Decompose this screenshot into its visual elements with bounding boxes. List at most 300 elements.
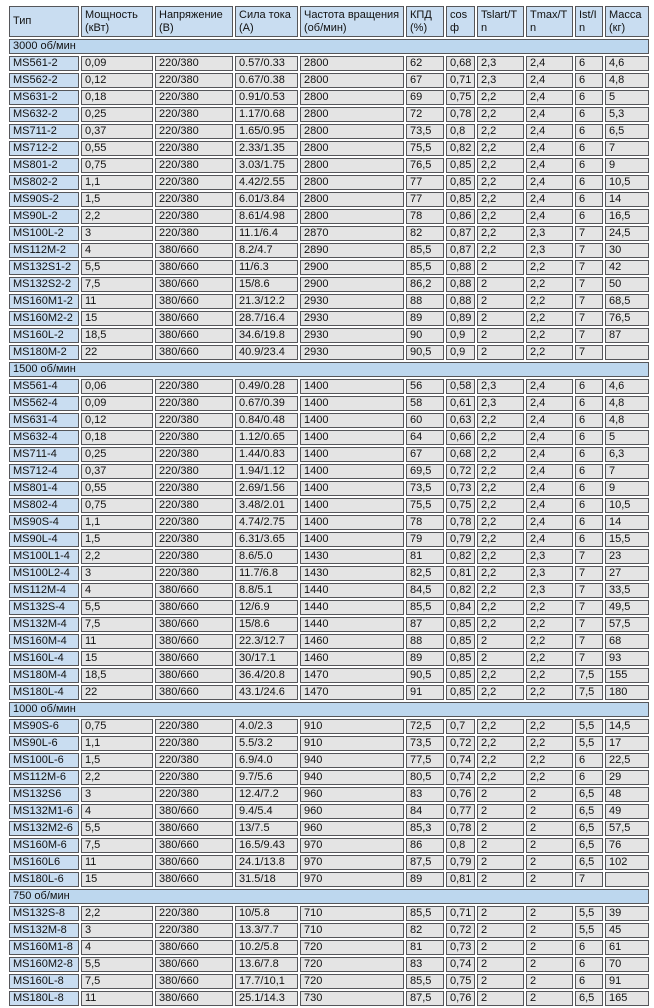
table-row — [9, 294, 649, 309]
value-cell: 2,2 — [81, 209, 153, 224]
column-header-6: cosф — [446, 6, 475, 37]
value-cell: 2 — [526, 940, 573, 955]
value-cell: 180 — [605, 685, 649, 700]
value-cell: 2,3 — [477, 56, 524, 71]
type-cell: MS132S-8 — [9, 906, 79, 921]
table-row — [9, 940, 649, 955]
value-cell: 81 — [406, 549, 444, 564]
value-cell: 220/380 — [155, 719, 233, 734]
value-cell: 380/660 — [155, 600, 233, 615]
value-cell: 2 — [526, 923, 573, 938]
value-cell: 6 — [575, 379, 603, 394]
value-cell: 2 — [477, 651, 524, 666]
value-cell: 6.01/3.84 — [235, 192, 298, 207]
value-cell: 6.31/3.65 — [235, 532, 298, 547]
value-cell: 0,8 — [446, 838, 475, 853]
table-row — [9, 923, 649, 938]
value-cell: 2,4 — [526, 209, 573, 224]
value-cell: 75,5 — [406, 141, 444, 156]
value-cell: 2 — [477, 821, 524, 836]
value-cell: 2,2 — [477, 430, 524, 445]
type-cell: MS160L-8 — [9, 974, 79, 989]
value-cell — [605, 872, 649, 887]
value-cell: 21.3/12.2 — [235, 294, 298, 309]
value-cell: 7 — [575, 549, 603, 564]
type-cell: MS160M2-8 — [9, 957, 79, 972]
type-cell: MS562-4 — [9, 396, 79, 411]
value-cell: 10/5.8 — [235, 906, 298, 921]
value-cell: 2 — [477, 804, 524, 819]
value-cell: 380/660 — [155, 821, 233, 836]
value-cell: 1400 — [300, 464, 404, 479]
value-cell: 25.1/14.3 — [235, 991, 298, 1006]
value-cell: 31.5/18 — [235, 872, 298, 887]
value-cell: 76 — [605, 838, 649, 853]
value-cell: 11/6.3 — [235, 260, 298, 275]
column-header-8: Tmax/Tn — [526, 6, 573, 37]
value-cell: 0,74 — [446, 753, 475, 768]
table-row — [9, 906, 649, 921]
value-cell: 5,5 — [81, 821, 153, 836]
value-cell: 6 — [575, 107, 603, 122]
value-cell: 0.57/0.33 — [235, 56, 298, 71]
value-cell: 78 — [406, 515, 444, 530]
value-cell: 2,2 — [477, 192, 524, 207]
value-cell: 7 — [605, 141, 649, 156]
value-cell: 6 — [575, 124, 603, 139]
value-cell: 2,2 — [526, 328, 573, 343]
type-cell: MS180M-2 — [9, 345, 79, 360]
type-cell: MS90S-6 — [9, 719, 79, 734]
value-cell: 720 — [300, 974, 404, 989]
value-cell: 2 — [526, 872, 573, 887]
type-cell: MS100L1-4 — [9, 549, 79, 564]
value-cell: 15 — [81, 651, 153, 666]
value-cell: 0,75 — [446, 498, 475, 513]
value-cell: 6 — [575, 464, 603, 479]
value-cell: 43.1/24.6 — [235, 685, 298, 700]
value-cell: 0,25 — [81, 107, 153, 122]
table-row — [9, 787, 649, 802]
value-cell: 3.03/1.75 — [235, 158, 298, 173]
value-cell: 2,4 — [526, 90, 573, 105]
value-cell: 1400 — [300, 447, 404, 462]
section-row — [9, 702, 649, 717]
value-cell: 2800 — [300, 209, 404, 224]
value-cell: 2 — [477, 345, 524, 360]
value-cell: 0,85 — [446, 617, 475, 632]
value-cell: 2,4 — [526, 498, 573, 513]
value-cell: 9 — [605, 158, 649, 173]
value-cell: 2 — [477, 311, 524, 326]
value-cell: 2,4 — [526, 124, 573, 139]
value-cell: 14 — [605, 192, 649, 207]
value-cell: 2,4 — [526, 158, 573, 173]
value-cell: 72 — [406, 107, 444, 122]
value-cell: 0,06 — [81, 379, 153, 394]
value-cell: 90 — [406, 328, 444, 343]
value-cell: 11.1/6.4 — [235, 226, 298, 241]
value-cell: 155 — [605, 668, 649, 683]
value-cell: 6 — [575, 753, 603, 768]
value-cell: 4.0/2.3 — [235, 719, 298, 734]
table-row — [9, 124, 649, 139]
value-cell: 0,68 — [446, 56, 475, 71]
value-cell: 76,5 — [605, 311, 649, 326]
value-cell: 0,72 — [446, 464, 475, 479]
type-cell: MS561-2 — [9, 56, 79, 71]
type-cell: MS711-4 — [9, 447, 79, 462]
type-cell: MS561-4 — [9, 379, 79, 394]
value-cell: 2 — [477, 872, 524, 887]
type-cell: MS100L-6 — [9, 753, 79, 768]
value-cell: 2800 — [300, 73, 404, 88]
value-cell: 2,2 — [477, 753, 524, 768]
value-cell: 2,3 — [477, 379, 524, 394]
table-row — [9, 345, 649, 360]
type-cell: MS712-4 — [9, 464, 79, 479]
value-cell: 0,37 — [81, 464, 153, 479]
value-cell: 9.7/5.6 — [235, 770, 298, 785]
value-cell: 7 — [575, 243, 603, 258]
value-cell: 73,5 — [406, 124, 444, 139]
value-cell: 23 — [605, 549, 649, 564]
value-cell: 40.9/23.4 — [235, 345, 298, 360]
value-cell: 29 — [605, 770, 649, 785]
section-title: 750 об/мин — [9, 889, 649, 904]
value-cell: 1400 — [300, 413, 404, 428]
value-cell: 2,2 — [526, 719, 573, 734]
value-cell: 2,3 — [526, 583, 573, 598]
type-cell: MS160M1-2 — [9, 294, 79, 309]
value-cell: 8.6/5.0 — [235, 549, 298, 564]
value-cell: 0,75 — [81, 719, 153, 734]
value-cell: 0,85 — [446, 668, 475, 683]
value-cell: 49 — [605, 804, 649, 819]
value-cell: 380/660 — [155, 294, 233, 309]
table-row — [9, 634, 649, 649]
value-cell: 36.4/20.8 — [235, 668, 298, 683]
value-cell: 0,77 — [446, 804, 475, 819]
value-cell: 2,2 — [477, 532, 524, 547]
type-cell: MS160L6 — [9, 855, 79, 870]
value-cell: 4,6 — [605, 379, 649, 394]
value-cell: 2,4 — [526, 192, 573, 207]
value-cell: 1460 — [300, 634, 404, 649]
value-cell: 11 — [81, 991, 153, 1006]
value-cell: 2,2 — [477, 736, 524, 751]
value-cell: 7 — [575, 345, 603, 360]
value-cell: 7,5 — [81, 974, 153, 989]
value-cell: 0,88 — [446, 294, 475, 309]
value-cell: 0,55 — [81, 481, 153, 496]
table-row — [9, 209, 649, 224]
value-cell: 28.7/16.4 — [235, 311, 298, 326]
value-cell: 61 — [605, 940, 649, 955]
value-cell: 83 — [406, 787, 444, 802]
value-cell: 960 — [300, 821, 404, 836]
value-cell: 85,5 — [406, 974, 444, 989]
value-cell: 6 — [575, 940, 603, 955]
type-cell: MS132M1-6 — [9, 804, 79, 819]
value-cell: 7 — [575, 583, 603, 598]
value-cell: 2800 — [300, 56, 404, 71]
value-cell: 0,74 — [446, 957, 475, 972]
value-cell: 2890 — [300, 243, 404, 258]
value-cell: 380/660 — [155, 804, 233, 819]
type-cell: MS132M-4 — [9, 617, 79, 632]
value-cell: 220/380 — [155, 753, 233, 768]
value-cell: 2,2 — [477, 209, 524, 224]
value-cell: 14 — [605, 515, 649, 530]
value-cell: 27 — [605, 566, 649, 581]
value-cell: 0,84 — [446, 600, 475, 615]
value-cell: 380/660 — [155, 583, 233, 598]
column-header-3: Сила тока (А) — [235, 6, 298, 37]
value-cell: 15/8.6 — [235, 277, 298, 292]
type-cell: MS90L-4 — [9, 532, 79, 547]
column-header-4: Частота вращения (об/мин) — [300, 6, 404, 37]
value-cell: 2800 — [300, 141, 404, 156]
value-cell: 102 — [605, 855, 649, 870]
value-cell: 0,85 — [446, 158, 475, 173]
type-cell: MS112M-4 — [9, 583, 79, 598]
value-cell: 2,2 — [526, 685, 573, 700]
value-cell: 0,37 — [81, 124, 153, 139]
value-cell: 960 — [300, 804, 404, 819]
value-cell: 2,2 — [477, 481, 524, 496]
value-cell: 73,5 — [406, 736, 444, 751]
value-cell: 7,5 — [81, 838, 153, 853]
table-row — [9, 617, 649, 632]
value-cell: 5,5 — [81, 957, 153, 972]
value-cell: 34.6/19.8 — [235, 328, 298, 343]
value-cell: 380/660 — [155, 277, 233, 292]
value-cell: 67 — [406, 73, 444, 88]
value-cell: 2.69/1.56 — [235, 481, 298, 496]
value-cell: 710 — [300, 923, 404, 938]
table-row — [9, 549, 649, 564]
value-cell: 30/17.1 — [235, 651, 298, 666]
value-cell: 0,63 — [446, 413, 475, 428]
value-cell: 6 — [575, 974, 603, 989]
value-cell: 6 — [575, 90, 603, 105]
value-cell: 0,9 — [446, 328, 475, 343]
table-row — [9, 838, 649, 853]
value-cell: 6,5 — [575, 821, 603, 836]
value-cell: 7,5 — [575, 668, 603, 683]
value-cell: 2 — [477, 906, 524, 921]
value-cell: 720 — [300, 940, 404, 955]
type-cell: MS160L-2 — [9, 328, 79, 343]
value-cell: 1470 — [300, 668, 404, 683]
value-cell: 6 — [575, 141, 603, 156]
value-cell: 7,5 — [575, 685, 603, 700]
value-cell: 2,2 — [81, 770, 153, 785]
value-cell: 57,5 — [605, 617, 649, 632]
value-cell: 0,73 — [446, 481, 475, 496]
value-cell: 2870 — [300, 226, 404, 241]
table-row — [9, 957, 649, 972]
section-title: 3000 об/мин — [9, 39, 649, 54]
type-cell: MS132S2-2 — [9, 277, 79, 292]
value-cell: 0,73 — [446, 940, 475, 955]
table-row — [9, 583, 649, 598]
value-cell: 85,3 — [406, 821, 444, 836]
value-cell: 6 — [575, 957, 603, 972]
type-cell: MS632-4 — [9, 430, 79, 445]
value-cell: 0,81 — [446, 872, 475, 887]
value-cell: 7 — [575, 277, 603, 292]
value-cell: 0,75 — [446, 90, 475, 105]
value-cell: 2 — [477, 855, 524, 870]
value-cell: 0,71 — [446, 73, 475, 88]
value-cell: 220/380 — [155, 413, 233, 428]
value-cell: 0,75 — [81, 498, 153, 513]
value-cell: 5,3 — [605, 107, 649, 122]
type-cell: MS180L-8 — [9, 991, 79, 1006]
value-cell: 83 — [406, 957, 444, 972]
table-row — [9, 821, 649, 836]
value-cell: 2,4 — [526, 481, 573, 496]
value-cell: 2 — [477, 277, 524, 292]
value-cell: 6 — [575, 175, 603, 190]
type-cell: MS132S-4 — [9, 600, 79, 615]
value-cell: 5,5 — [575, 736, 603, 751]
value-cell: 0,71 — [446, 906, 475, 921]
table-row — [9, 719, 649, 734]
value-cell: 70 — [605, 957, 649, 972]
value-cell: 89 — [406, 872, 444, 887]
value-cell: 2800 — [300, 158, 404, 173]
value-cell: 1.65/0.95 — [235, 124, 298, 139]
type-cell: MS631-4 — [9, 413, 79, 428]
table-row — [9, 651, 649, 666]
value-cell: 2,3 — [526, 243, 573, 258]
value-cell: 1470 — [300, 685, 404, 700]
value-cell: 6,3 — [605, 447, 649, 462]
value-cell: 2930 — [300, 294, 404, 309]
value-cell: 11.7/6.8 — [235, 566, 298, 581]
value-cell: 1400 — [300, 498, 404, 513]
value-cell: 0,68 — [446, 447, 475, 462]
value-cell: 220/380 — [155, 73, 233, 88]
value-cell: 15 — [81, 311, 153, 326]
value-cell: 6 — [575, 209, 603, 224]
value-cell: 67 — [406, 447, 444, 462]
value-cell: 220/380 — [155, 141, 233, 156]
value-cell: 5,5 — [81, 260, 153, 275]
value-cell: 5,5 — [81, 600, 153, 615]
value-cell: 22,5 — [605, 753, 649, 768]
value-cell: 2 — [526, 855, 573, 870]
value-cell: 56 — [406, 379, 444, 394]
value-cell: 2,4 — [526, 396, 573, 411]
column-header-7: Tslart/Tn — [477, 6, 524, 37]
value-cell: 2,4 — [526, 141, 573, 156]
value-cell: 0,78 — [446, 515, 475, 530]
value-cell: 2,2 — [477, 719, 524, 734]
value-cell: 1440 — [300, 600, 404, 615]
value-cell: 57,5 — [605, 821, 649, 836]
value-cell: 220/380 — [155, 192, 233, 207]
value-cell: 0,89 — [446, 311, 475, 326]
value-cell: 910 — [300, 736, 404, 751]
value-cell: 0,75 — [81, 158, 153, 173]
value-cell: 2,2 — [526, 277, 573, 292]
value-cell: 2,3 — [477, 73, 524, 88]
value-cell: 0,82 — [446, 549, 475, 564]
value-cell: 220/380 — [155, 549, 233, 564]
column-header-2: Напряжение (В) — [155, 6, 233, 37]
value-cell: 88 — [406, 634, 444, 649]
type-cell: MS160M-6 — [9, 838, 79, 853]
value-cell: 2 — [526, 838, 573, 853]
table-body — [9, 39, 649, 1006]
value-cell: 87,5 — [406, 991, 444, 1006]
value-cell: 2 — [526, 991, 573, 1006]
value-cell: 2,2 — [526, 294, 573, 309]
value-cell: 82,5 — [406, 566, 444, 581]
value-cell: 220/380 — [155, 379, 233, 394]
value-cell: 0,18 — [81, 430, 153, 445]
value-cell: 39 — [605, 906, 649, 921]
value-cell: 0.67/0.39 — [235, 396, 298, 411]
value-cell: 0,85 — [446, 685, 475, 700]
type-cell: MS711-2 — [9, 124, 79, 139]
value-cell: 1,5 — [81, 192, 153, 207]
value-cell: 62 — [406, 56, 444, 71]
value-cell: 7,5 — [81, 617, 153, 632]
section-row — [9, 362, 649, 377]
value-cell: 2900 — [300, 277, 404, 292]
value-cell: 3 — [81, 923, 153, 938]
value-cell: 4 — [81, 583, 153, 598]
value-cell: 18,5 — [81, 668, 153, 683]
value-cell: 16.5/9.43 — [235, 838, 298, 853]
value-cell: 6 — [575, 532, 603, 547]
value-cell: 7 — [575, 651, 603, 666]
value-cell: 2 — [526, 974, 573, 989]
value-cell: 2,3 — [526, 566, 573, 581]
value-cell: 7 — [605, 464, 649, 479]
value-cell: 220/380 — [155, 158, 233, 173]
value-cell: 4.42/2.55 — [235, 175, 298, 190]
value-cell: 6 — [575, 770, 603, 785]
type-cell: MS90L-2 — [9, 209, 79, 224]
value-cell: 12.4/7.2 — [235, 787, 298, 802]
value-cell: 0,09 — [81, 396, 153, 411]
value-cell: 4,6 — [605, 56, 649, 71]
table-row — [9, 379, 649, 394]
value-cell: 7 — [575, 328, 603, 343]
value-cell: 7 — [575, 260, 603, 275]
table-row — [9, 158, 649, 173]
value-cell: 4 — [81, 940, 153, 955]
section-row — [9, 39, 649, 54]
value-cell: 17 — [605, 736, 649, 751]
value-cell: 1400 — [300, 532, 404, 547]
value-cell: 10,5 — [605, 498, 649, 513]
value-cell: 91 — [605, 974, 649, 989]
value-cell: 6 — [575, 430, 603, 445]
value-cell: 0,87 — [446, 226, 475, 241]
value-cell: 2,4 — [526, 532, 573, 547]
value-cell: 1400 — [300, 396, 404, 411]
value-cell: 7 — [575, 566, 603, 581]
value-cell: 1.44/0.83 — [235, 447, 298, 462]
value-cell: 42 — [605, 260, 649, 275]
